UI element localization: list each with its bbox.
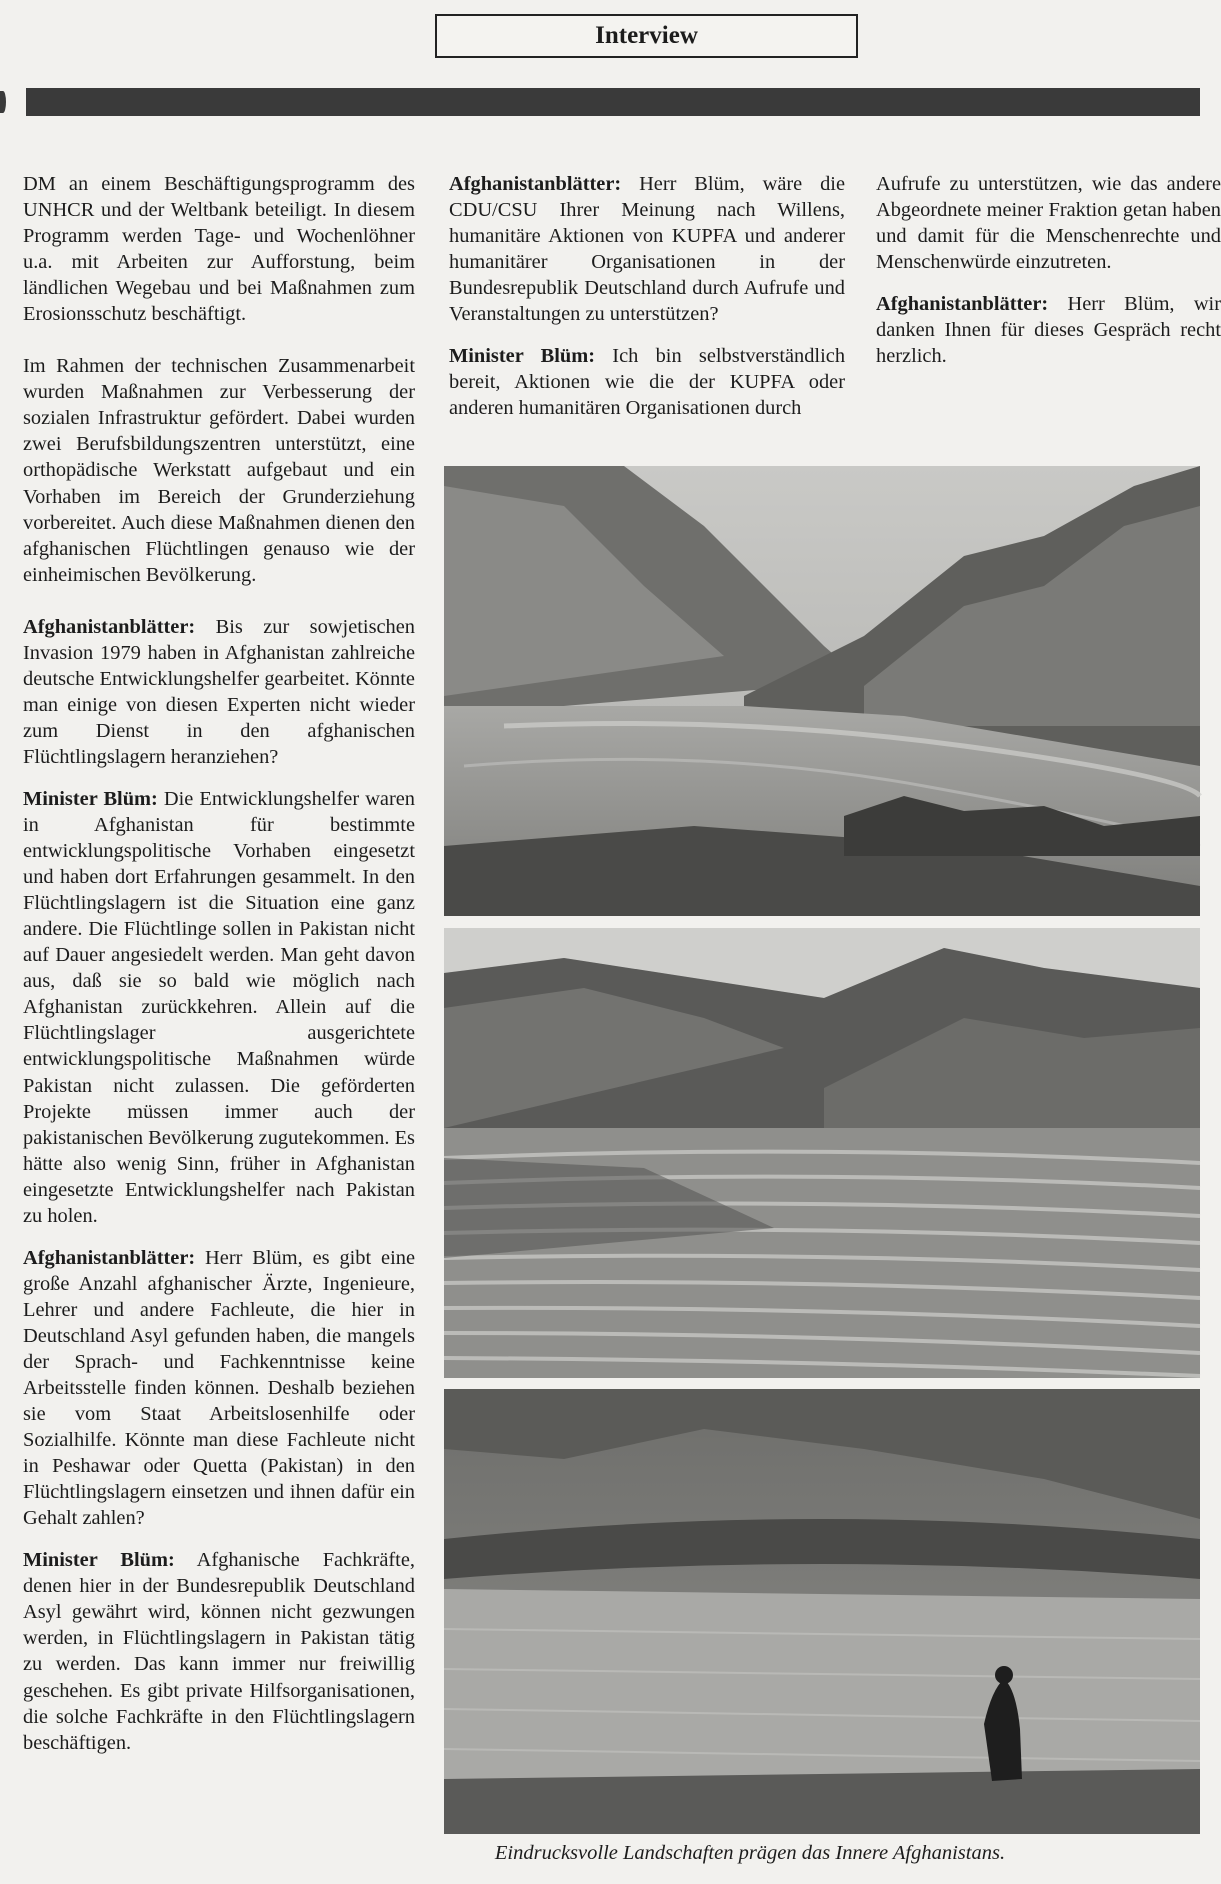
interview-answer: Minister Blüm: Afghanische Fachkräfte, denen hier in der Bundesrepublik Deutschland Asyl gewährt wird, können nicht gezwungen werden, in Flüchtlingslagern in Pakistan tätig zu werden. Das kann immer nur freiwillig geschehen. Es gibt private Hilfsorganisationen, die solche Fachkräfte in den Flüchtlingslagern beschäftigen. [23,1549,415,1754]
section-title: Interview [595,22,698,49]
header-rule [26,88,1200,116]
speaker-label: Afghanistanblätter: [449,173,622,195]
photo-figure-in-field [444,1389,1200,1834]
article-column-1 [23,171,415,1782]
page-edge-marker [0,91,6,113]
paragraph: DM an einem Beschäftigungsprogramm des UNHCR und der Weltbank beteiligt. In diesem Programm werden Tage- und Wochenlöhner u.a. mit Arbeiten zur Aufforstung, beim ländlichen Wegebau und bei Maßnahmen zum Erosionsschutz beschäftigt. [23,173,415,326]
photo-caption: Eindrucksvolle Landschaften prägen das Innere Afghanistans. [494,1842,1006,1864]
article-column-2 [449,171,845,447]
interview-answer: Minister Blüm: Die Entwicklungshelfer waren in Afghanistan für bestimmte entwicklungspolitische Vorhaben eingesetzt und haben dort Erfahrungen gesammelt. In den Flüchtlingslagern ist die Situation eine ganz andere. Die Flüchtlinge sollen in Pakistan nicht auf Dauer angesiedelt werden. Man geht davon aus, daß sie so bald wie möglich nach Afghanistan zurückkehren. Allein auf die Flüchtlingslager ausgerichtete entwicklungspolitische Maßnahmen würde Pakistan nicht zulassen. Die geförderten Projekte müssen immer auch der pakistanischen Bevölkerung zugutekommen. Es hätte also wenig Sinn, früher in Afghanistan eingesetzte Entwicklungshelfer nach Pakistan zu holen. [23,787,415,1227]
interview-question: Afghanistanblätter: Herr Blüm, wäre die CDU/CSU Ihrer Meinung nach Willens, humanitäre Aktionen von KUPFA und anderer humanitärer Organisationen in der Bundesrepublik Deutschland durch Aufrufe und Veranstaltungen zu unterstützen? [449,173,845,326]
speaker-label: Minister Blüm: [23,787,158,810]
speaker-label: Minister Blüm: [449,345,596,368]
speaker-label: Afghanistanblätter: [23,615,196,638]
photo-terraced-fields [444,928,1200,1378]
section-header [435,14,858,58]
paragraph: Aufrufe zu unterstützen, wie das andere Abgeordnete meiner Fraktion getan haben und damit für die Menschenrechte und Menschenwürde einzutreten. [876,173,1221,274]
article-column-3 [876,171,1221,395]
paragraph: Im Rahmen der technischen Zusammenarbeit wurden Maßnahmen zur Verbesserung der sozialen Infrastruktur gefördert. Dabei wurden zwei Berufsbildungszentren unterstützt, eine orthopädische Werkstatt aufgebaut und ein Vorhaben im Bereich der Grunderziehung vorbereitet. Auch diese Maßnahmen dienen den afghanischen Flüchtlingen genauso wie der einheimischen Bevölkerung. [23,355,415,586]
interview-question: Afghanistanblätter: Herr Blüm, es gibt eine große Anzahl afghanischer Ärzte, Ingenieure, Lehrer und andere Fachleute, die hier in Deutschland Asyl gefunden haben, die mangels der Sprach- und Fachkenntnisse keine Arbeitsstelle finden können. Deshalb beziehen sie vom Staat Arbeitslosenhilfe oder Sozialhilfe. Könnte man diese Fachleute nicht in Peshawar oder Quetta (Pakistan) in den Flüchtlingslagern einsetzen und ihnen dafür ein Gehalt zahlen? [23,1246,415,1530]
photo-river-valley [444,466,1200,916]
speaker-label: Minister Blüm: [23,1549,175,1572]
speaker-label: Afghanistanblätter: [23,1246,196,1269]
interview-question: Afghanistanblätter: Bis zur sowjetischen Invasion 1979 haben in Afghanistan zahlreiche deutsche Entwicklungshelfer gearbeitet. Könnte man einige von diesen Experten nicht wieder zum Dienst in den afghanischen Flüchtlingslagern heranziehen? [23,615,415,768]
speaker-label: Afghanistanblätter: [876,293,1049,316]
interview-question: Afghanistanblätter: Herr Blüm, wir danken Ihnen für dieses Gespräch recht herzlich. [876,293,1221,368]
interview-answer: Minister Blüm: Ich bin selbstverständlich bereit, Aktionen wie die der KUPFA oder anderen humanitären Organisationen durch [449,345,846,420]
